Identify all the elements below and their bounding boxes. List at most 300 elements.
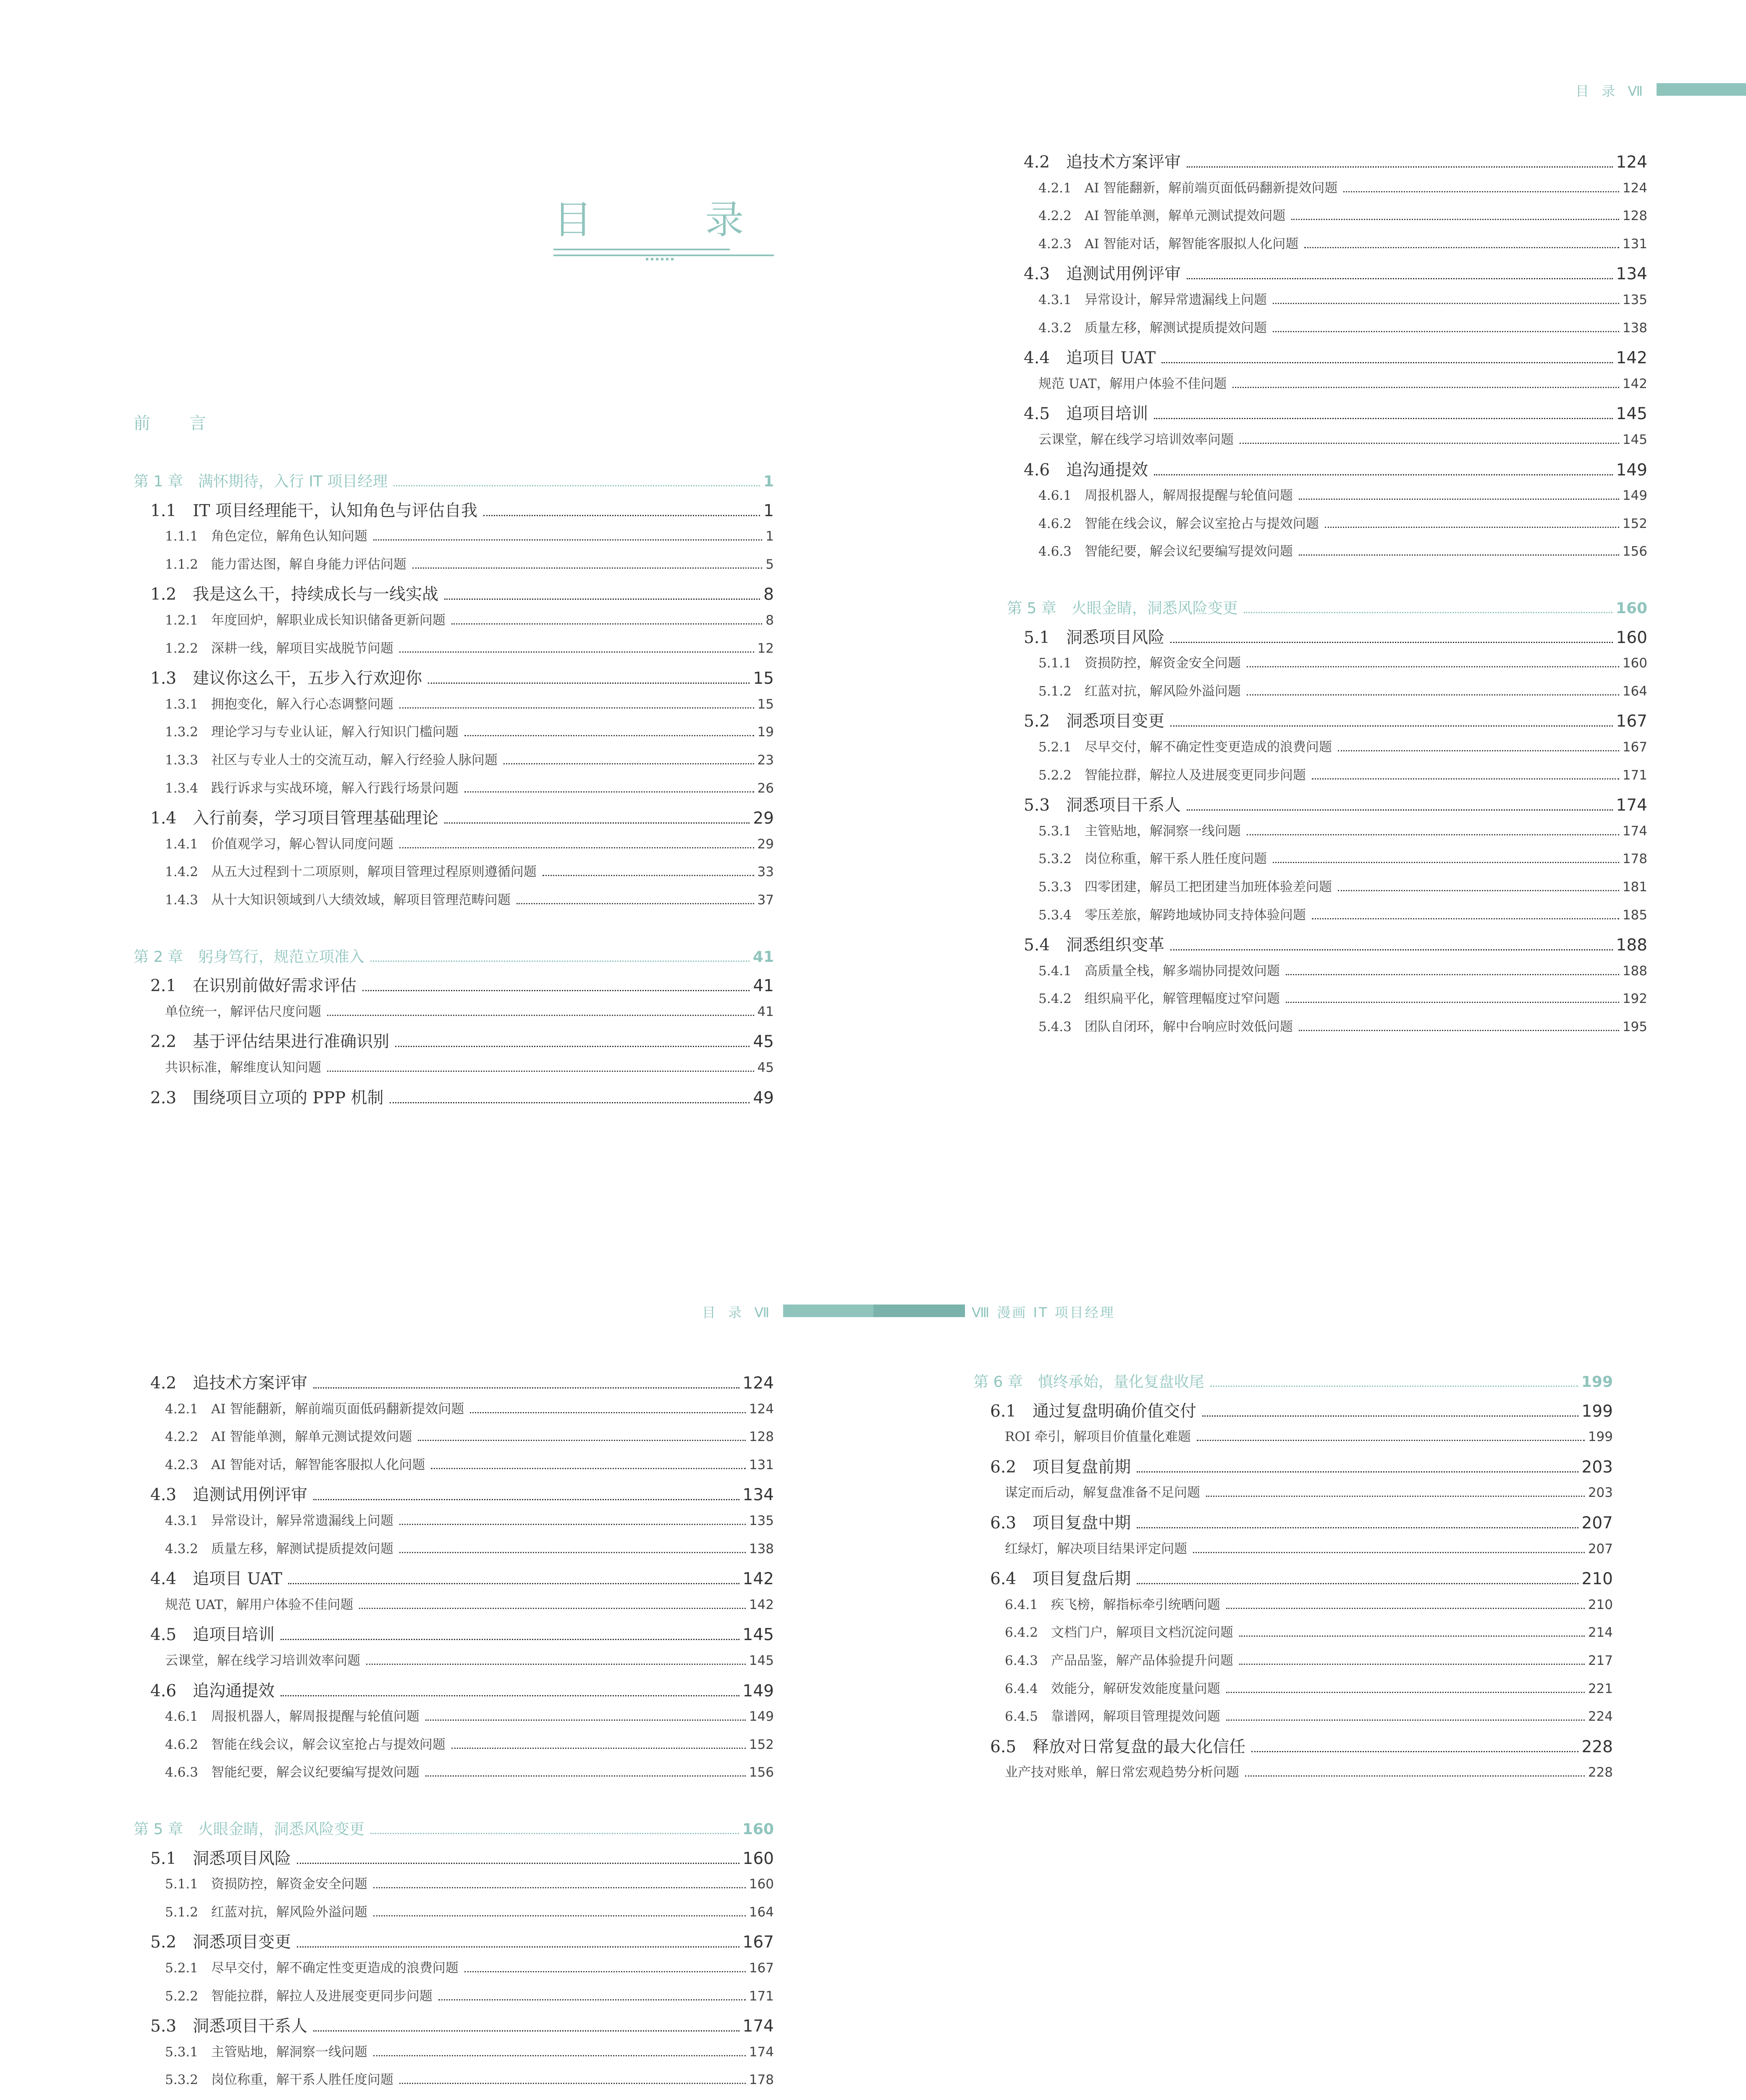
- toc-entry-sec[interactable]: [1024, 792, 1647, 816]
- toc-entry-sub[interactable]: [1038, 764, 1647, 783]
- toc-entry-page: 142: [749, 1597, 774, 1612]
- toc-entry-title: 5.1 洞悉项目风险: [1024, 628, 1165, 647]
- toc-entry-page: 167: [1616, 712, 1647, 731]
- toc-entry-title: 1.2.2 深耕一线，解项目实战脱节问题: [165, 640, 393, 656]
- toc-entry-title: 6.3 项目复盘中期: [990, 1514, 1131, 1533]
- toc-entry-title: 4.2.2 AI 智能单测，解单元测试提效问题: [165, 1429, 412, 1445]
- toc-leader-dots: [1170, 949, 1613, 950]
- toc-entry-page: 171: [1622, 767, 1647, 783]
- toc-leader-dots: [428, 682, 750, 684]
- toc-entry-sub[interactable]: [165, 777, 774, 796]
- toc-entry-page: 214: [1588, 1625, 1613, 1641]
- bottom-header-label-left: 目 录 Ⅶ: [702, 1305, 774, 1320]
- toc-entry-title: 1.1.2 能力雷达图，解自身能力评估问题: [165, 556, 406, 572]
- toc-entry-sec[interactable]: [150, 973, 774, 996]
- toc-leader-dots: [288, 1583, 739, 1584]
- toc-entry-title: 业产技对账单，解日常宏观趋势分析问题: [1005, 1765, 1239, 1780]
- toc-leader-dots: [370, 961, 750, 962]
- toc-entry-sub[interactable]: [1038, 205, 1647, 224]
- toc-entry-page: 142: [1616, 349, 1647, 368]
- title-underline: [553, 249, 730, 250]
- toc-entry-title: 5.3 洞悉项目干系人: [1024, 796, 1181, 815]
- toc-entry-title: 规范 UAT，解用户体验不佳问题: [165, 1597, 354, 1612]
- bottom-header-label-right: Ⅷ 漫画 IT 项目经理: [972, 1305, 1115, 1320]
- toc-entry-page: 156: [749, 1765, 774, 1780]
- toc-entry-page: 167: [1622, 740, 1647, 755]
- toc-entry-note[interactable]: [1005, 1538, 1613, 1557]
- toc-entry-title: 4.3.1 异常设计，解异常遗漏线上问题: [1038, 292, 1267, 307]
- toc-entry-page: 199: [1581, 1402, 1613, 1421]
- toc-entry-title: 5.4.1 高质量全栈，解多端协同提效问题: [1038, 963, 1280, 979]
- toc-leader-dots: [399, 2083, 746, 2084]
- toc-leader-dots: [464, 1971, 746, 1972]
- toc-entry-page: 203: [1581, 1457, 1613, 1477]
- toc-entry-page: 149: [749, 1709, 774, 1725]
- toc-entry-title: 6.4.2 文档门户，解项目文档沉淀问题: [1005, 1625, 1233, 1641]
- toc-entry-page: 156: [1622, 544, 1647, 559]
- toc-entry-title: 1.1 IT 项目经理能干，认知角色与评估自我: [150, 501, 477, 520]
- toc-entry-sec[interactable]: [1024, 401, 1647, 424]
- toc-entry-sub[interactable]: [1005, 1650, 1613, 1669]
- toc-entry-page: 185: [1622, 907, 1647, 923]
- toc-leader-dots: [425, 1719, 746, 1721]
- toc-entry-ch[interactable]: [1007, 596, 1647, 618]
- toc-leader-dots: [313, 1499, 739, 1500]
- toc-entry-title: 5.4.2 组织扁平化，解管理幅度过窄问题: [1038, 991, 1280, 1007]
- toc-entry-sub[interactable]: [165, 721, 774, 740]
- preface-heading: 前 言: [134, 414, 223, 433]
- toc-entry-title: 6.4.5 靠谱网，解项目管理提效问题: [1005, 1709, 1220, 1725]
- toc-entry-title: 4.2.2 AI 智能单测，解单元测试提效问题: [1038, 208, 1286, 224]
- toc-entry-page: 135: [1622, 292, 1647, 307]
- toc-leader-dots: [1154, 418, 1613, 419]
- toc-entry-sub[interactable]: [1038, 1016, 1647, 1035]
- toc-leader-dots: [1299, 1030, 1619, 1031]
- toc-entry-sub[interactable]: [1038, 848, 1647, 867]
- toc-leader-dots: [470, 1412, 745, 1413]
- toc-entry-page: 1: [766, 529, 774, 544]
- toc-entry-page: 178: [749, 2072, 774, 2088]
- toc-entry-sub[interactable]: [1038, 177, 1647, 196]
- toc-entry-page: 41: [753, 976, 774, 996]
- toc-title: 目 录: [553, 197, 794, 242]
- toc-entry-note[interactable]: [1038, 373, 1647, 392]
- toc-leader-dots: [451, 623, 762, 625]
- toc-leader-dots: [1137, 1527, 1578, 1528]
- toc-entry-note[interactable]: [165, 1650, 774, 1669]
- toc-entry-title: 4.6.3 智能纪要，解会议纪要编写提效问题: [165, 1765, 419, 1780]
- toc-entry-sec[interactable]: [990, 1734, 1613, 1757]
- toc-entry-sub[interactable]: [1038, 652, 1647, 671]
- toc-entry-page: 160: [742, 1849, 774, 1868]
- toc-leader-dots: [438, 1999, 746, 2000]
- toc-entry-page: 192: [1622, 991, 1647, 1007]
- toc-entry-title: 第 1 章 满怀期待，入行 IT 项目经理: [134, 473, 388, 490]
- toc-entry-page: 124: [1622, 180, 1647, 196]
- toc-entry-page: 174: [742, 2017, 774, 2036]
- toc-entry-sec[interactable]: [990, 1510, 1613, 1533]
- toc-leader-dots: [327, 1015, 754, 1016]
- toc-entry-title: 5.1.2 红蓝对抗，解风险外溢问题: [165, 1904, 367, 1920]
- toc-entry-sub[interactable]: [1038, 960, 1647, 979]
- toc-entry-page: 5: [766, 556, 774, 572]
- toc-entry-page: 134: [742, 1486, 774, 1505]
- toc-leader-dots: [1299, 499, 1619, 500]
- toc-leader-dots: [395, 1046, 750, 1047]
- toc-entry-title: [165, 2097, 459, 2100]
- toc-leader-dots: [1206, 1496, 1585, 1497]
- toc-entry-sec[interactable]: [150, 581, 774, 605]
- toc-leader-dots: [464, 791, 754, 793]
- toc-entry-page: 138: [1622, 320, 1647, 336]
- toc-entry-title: 4.3 追测试用例评审: [1024, 265, 1181, 284]
- toc-entry-sub[interactable]: [1005, 1678, 1613, 1697]
- toc-entry-sub[interactable]: [165, 2069, 774, 2088]
- toc-entry-sub[interactable]: [165, 1734, 774, 1753]
- toc-entry-page: 128: [749, 1429, 774, 1445]
- toc-entry-page: 217: [1588, 1653, 1613, 1668]
- toc-entry-sec[interactable]: [990, 1398, 1613, 1422]
- toc-entry-sub[interactable]: [1038, 513, 1647, 532]
- toc-entry-title: 2.1 在识别前做好需求评估: [150, 976, 357, 996]
- toc-entry-sub[interactable]: [165, 1706, 774, 1725]
- toc-entry-sub[interactable]: [1038, 876, 1647, 895]
- toc-entry-sub[interactable]: [1038, 485, 1647, 504]
- toc-entry-page: 124: [749, 1401, 774, 1417]
- toc-entry-page: 188: [1622, 963, 1647, 979]
- toc-entry-sub[interactable]: [165, 1538, 774, 1557]
- toc-entry-title: 5.3.1 主管贴地，解洞察一线问题: [1038, 823, 1241, 839]
- toc-entry-title: 5.2.1 尽早交付，解不确定性变更造成的浪费问题: [1038, 740, 1332, 755]
- toc-entry-sec[interactable]: [1024, 932, 1647, 956]
- toc-entry-title: 1.4.3 从十大知识领域到八大绩效域，解项目管理范畴问题: [165, 892, 511, 908]
- toc-leader-dots: [1325, 527, 1619, 528]
- title-dots: [646, 258, 674, 260]
- toc-entry-title: ROI 牵引，解项目价值量化难题: [1005, 1429, 1191, 1445]
- toc-entry-title: 4.2.1 AI 智能翻新，解前端页面低码翻新提效问题: [1038, 180, 1338, 196]
- toc-entry-title: 5.4.3 团队自闭环，解中台响应时效低问题: [1038, 1019, 1293, 1034]
- toc-entry-sub[interactable]: [165, 861, 774, 880]
- toc-entry-page: 26: [757, 780, 774, 796]
- toc-entry-ch[interactable]: [134, 470, 774, 491]
- toc-entry-sub[interactable]: [165, 1985, 774, 2004]
- toc-entry-sec[interactable]: [150, 2013, 774, 2037]
- toc-leader-dots: [313, 2030, 739, 2032]
- toc-leader-dots: [412, 567, 762, 569]
- toc-leader-dots: [373, 2055, 746, 2056]
- toc-leader-dots: [399, 1552, 746, 1553]
- toc-entry-title: 6.4.3 产品品鉴，解产品体验提升问题: [1005, 1653, 1233, 1668]
- toc-entry-title: 红绿灯，解决项目结果评定问题: [1005, 1541, 1187, 1557]
- toc-entry-title: 4.5 追项目培训: [1024, 404, 1148, 424]
- toc-entry-note[interactable]: [1005, 1761, 1613, 1780]
- toc-entry-sub[interactable]: [1038, 736, 1647, 755]
- toc-entry-page: 174: [1622, 823, 1647, 839]
- toc-entry-title: 谋定而后动，解复盘准备不足问题: [1005, 1485, 1200, 1501]
- toc-leader-dots: [418, 1440, 745, 1441]
- toc-entry-sub[interactable]: [165, 1510, 774, 1529]
- toc-entry-ch[interactable]: [134, 1817, 774, 1839]
- toc-entry-note[interactable]: [165, 1057, 774, 1076]
- toc-entry-title: 5.3 洞悉项目干系人: [150, 2017, 308, 2036]
- toc-entry-title: 2.3 围绕项目立项的 PPP 机制: [150, 1088, 384, 1108]
- toc-entry-sec[interactable]: [150, 1029, 774, 1052]
- toc-entry-page: 145: [742, 1625, 774, 1645]
- toc-entry-sec[interactable]: [150, 665, 774, 689]
- toc-entry-page: 29: [757, 836, 774, 852]
- toc-leader-dots: [327, 1071, 754, 1072]
- toc-entry-page: 8: [766, 613, 774, 628]
- toc-entry-page: 142: [742, 1570, 774, 1589]
- toc-leader-dots: [1338, 890, 1619, 891]
- toc-entry-page: 178: [1622, 851, 1647, 867]
- toc-entry-title: 1.4 入行前奏，学习项目管理基础理论: [150, 809, 439, 828]
- toc-entry-sub[interactable]: [1038, 680, 1647, 699]
- toc-entry-sub[interactable]: [165, 1426, 774, 1445]
- toc-entry-sec[interactable]: [150, 1622, 774, 1645]
- toc-entry-sec[interactable]: [150, 1085, 774, 1108]
- toc-leader-dots: [373, 539, 762, 541]
- toc-entry-sub[interactable]: [165, 609, 774, 628]
- toc-entry-sec[interactable]: [1024, 345, 1647, 368]
- toc-leader-dots: [1245, 1775, 1585, 1777]
- toc-entry-page: 181: [1622, 879, 1647, 895]
- toc-entry-sub[interactable]: [1005, 1594, 1613, 1613]
- toc-entry-sec[interactable]: [1024, 457, 1647, 480]
- toc-leader-dots: [1239, 1635, 1585, 1637]
- toc-entry-sec[interactable]: [150, 805, 774, 829]
- toc-entry-sec[interactable]: [150, 1482, 774, 1505]
- toc-leader-dots: [1247, 666, 1619, 667]
- toc-entry-sub[interactable]: [1038, 289, 1647, 308]
- toc-entry-page: 207: [1581, 1514, 1613, 1533]
- toc-entry-title: 5.2 洞悉项目变更: [1024, 712, 1165, 731]
- toc-entry-page: 37: [757, 892, 774, 908]
- toc-leader-dots: [1291, 219, 1619, 220]
- toc-leader-dots: [313, 1387, 739, 1389]
- toc-entry-sub[interactable]: [165, 693, 774, 712]
- toc-entry-title: 5.1.1 资损防控，解资金安全问题: [165, 1877, 367, 1892]
- toc-entry-title: 1.3.2 理论学习与专业认证，解入行知识门槛问题: [165, 724, 459, 740]
- toc-entry-title: 共识标准，解维度认知问题: [165, 1060, 321, 1075]
- toc-entry-title: 5.4 洞悉组织变革: [1024, 936, 1165, 955]
- toc-entry-page: 124: [742, 1374, 774, 1393]
- toc-entry-title: 第 2 章 躬身笃行，规范立项准入: [134, 948, 364, 966]
- toc-entry-title: 5.3.4 零压差旅，解跨地域协同支持体验问题: [1038, 907, 1306, 923]
- toc-entry-sub[interactable]: [165, 889, 774, 908]
- toc-entry-sec[interactable]: [1024, 261, 1647, 284]
- toc-entry-title: 1.4.2 从五大过程到十二项原则，解项目管理过程原则遵循问题: [165, 864, 537, 880]
- toc-entry-ch[interactable]: [973, 1370, 1613, 1391]
- toc-entry-sub[interactable]: [1038, 988, 1647, 1007]
- toc-leader-dots: [451, 1748, 746, 1749]
- toc-entry-title: 4.6 追沟通提效: [1024, 460, 1148, 480]
- title-underline-secondary: [553, 255, 774, 256]
- toc-leader-dots: [1202, 1415, 1578, 1417]
- toc-leader-dots: [1161, 362, 1612, 363]
- toc-entry-sub[interactable]: [165, 1901, 774, 1920]
- toc-entry-page: 160: [1615, 600, 1647, 617]
- toc-entry-page: 145: [749, 1653, 774, 1668]
- toc-leader-dots: [1187, 809, 1613, 811]
- toc-entry-page: 174: [1616, 796, 1647, 815]
- toc-leader-dots: [366, 1664, 746, 1665]
- toc-entry-sub[interactable]: [1038, 317, 1647, 336]
- toc-leader-dots: [444, 822, 750, 824]
- toc-entry-page: 221: [1588, 1681, 1613, 1696]
- toc-entry-sub[interactable]: [165, 1873, 774, 1892]
- toc-entry-title: 第 6 章 慎终承始，量化复盘收尾: [973, 1373, 1204, 1391]
- toc-entry-page: 167: [749, 1961, 774, 1976]
- toc-leader-dots: [516, 903, 754, 904]
- toc-entry-title: 5.2.1 尽早交付，解不确定性变更造成的浪费问题: [165, 1961, 459, 1976]
- toc-leader-dots: [393, 485, 760, 486]
- toc-leader-dots: [399, 707, 754, 709]
- top-header-label: 目 录 Ⅶ: [1576, 83, 1647, 99]
- toc-leader-dots: [1239, 1664, 1585, 1665]
- toc-entry-sub[interactable]: [165, 1398, 774, 1417]
- toc-entry-sec[interactable]: [1024, 708, 1647, 732]
- toc-entry-page: 15: [757, 696, 774, 712]
- toc-leader-dots: [399, 651, 754, 653]
- toc-leader-dots: [1273, 303, 1619, 304]
- toc-entry-page: 135: [749, 1513, 774, 1528]
- toc-entry-page: 195: [1622, 1019, 1647, 1034]
- toc-entry-note[interactable]: [165, 1001, 774, 1020]
- toc-entry-title: 4.2 追技术方案评审: [150, 1374, 308, 1393]
- bottom-header-bar-right: [873, 1305, 965, 1317]
- toc-entry-sec[interactable]: [150, 498, 774, 521]
- toc-entry-note[interactable]: [1038, 429, 1647, 448]
- toc-entry-page: 203: [1588, 1485, 1613, 1501]
- toc-entry-sec[interactable]: [150, 1845, 774, 1869]
- toc-entry-sub[interactable]: [165, 1761, 774, 1780]
- toc-leader-dots: [1154, 474, 1613, 475]
- toc-entry-sub[interactable]: [165, 554, 774, 572]
- toc-entry-page: 164: [1622, 683, 1647, 699]
- toc-entry-page: 49: [753, 1088, 774, 1108]
- toc-leader-dots: [1226, 1608, 1585, 1609]
- toc-entry-sub[interactable]: [165, 833, 774, 852]
- toc-leader-dots: [1197, 1440, 1585, 1441]
- toc-entry-sub[interactable]: [165, 1454, 774, 1473]
- toc-leader-dots: [1312, 778, 1619, 780]
- toc-entry-title: 5.3.2 岗位称重，解干系人胜任度问题: [165, 2072, 393, 2088]
- toc-leader-dots: [1170, 725, 1613, 727]
- toc-leader-dots: [1273, 862, 1619, 863]
- toc-entry-page: 1: [763, 473, 774, 490]
- toc-entry-note[interactable]: [165, 1594, 774, 1613]
- toc-leader-dots: [370, 1833, 739, 1834]
- toc-entry-title: 4.4 追项目 UAT: [1024, 349, 1156, 368]
- toc-entry-sub[interactable]: [1038, 233, 1647, 252]
- toc-leader-dots: [1244, 612, 1612, 613]
- toc-entry-page: 138: [749, 1541, 774, 1557]
- toc-entry-title: 4.6 追沟通提效: [150, 1681, 275, 1701]
- toc-entry-sub[interactable]: [165, 2041, 774, 2060]
- toc-entry-title: 1.1.1 角色定位，解角色认知问题: [165, 529, 367, 544]
- toc-entry-sub[interactable]: [1005, 1706, 1613, 1725]
- toc-entry-page: 160: [749, 1877, 774, 1892]
- toc-leader-dots: [444, 598, 760, 600]
- toc-entry-title: 6.5 释放对日常复盘的最大化信任: [990, 1737, 1246, 1756]
- toc-entry-sec[interactable]: [990, 1454, 1613, 1478]
- toc-entry-page: 128: [1622, 208, 1647, 224]
- toc-entry-title: 4.4 追项目 UAT: [150, 1570, 283, 1589]
- toc-entry-sub[interactable]: [1038, 541, 1647, 559]
- toc-entry-sec[interactable]: [150, 1678, 774, 1701]
- toc-leader-dots: [464, 735, 754, 736]
- toc-entry-title: 云课堂，解在线学习培训效率问题: [1038, 432, 1234, 447]
- toc-entry-title: 1.2 我是这么干，持续成长与一线实战: [150, 585, 439, 604]
- toc-entry-page: 149: [742, 1681, 774, 1701]
- toc-entry-sec[interactable]: [150, 1370, 774, 1394]
- toc-entry-sub[interactable]: [165, 749, 774, 768]
- toc-entry-page: 210: [1588, 1597, 1613, 1612]
- toc-entry-sub[interactable]: [1038, 904, 1647, 923]
- toc-entry-page: 210: [1581, 1570, 1613, 1589]
- toc-leader-dots: [1226, 1719, 1585, 1721]
- toc-entry-sub[interactable]: [165, 2097, 774, 2100]
- toc-leader-dots: [1187, 166, 1613, 168]
- toc-leader-dots: [503, 763, 754, 764]
- toc-leader-dots: [543, 875, 754, 876]
- toc-entry-note[interactable]: [1005, 1426, 1613, 1445]
- toc-entry-sub[interactable]: [165, 1957, 774, 1976]
- toc-leader-dots: [1210, 1386, 1578, 1387]
- toc-entry-title: 4.6.2 智能在线会议，解会议室抢占与提效问题: [1038, 516, 1319, 531]
- toc-entry-note[interactable]: [1005, 1482, 1613, 1501]
- toc-leader-dots: [281, 1639, 739, 1640]
- toc-entry-page: 228: [1588, 1765, 1613, 1780]
- toc-entry-page: 1: [763, 501, 774, 520]
- toc-leader-dots: [297, 1946, 739, 1948]
- toc-entry-page: 224: [1588, 1709, 1613, 1725]
- toc-entry-sec[interactable]: [150, 1566, 774, 1589]
- toc-entry-title: 4.2.3 AI 智能对话，解智能客服拟人化问题: [1038, 236, 1299, 252]
- toc-entry-page: 131: [749, 1457, 774, 1473]
- toc-entry-page: 45: [757, 1060, 774, 1075]
- toc-entry-title: 6.4.4 效能分，解研发效能度量问题: [1005, 1681, 1220, 1696]
- toc-entry-sec[interactable]: [150, 1929, 774, 1953]
- toc-leader-dots: [373, 1887, 746, 1888]
- toc-entry-sec[interactable]: [1024, 149, 1647, 173]
- toc-entry-title: 4.3.2 质量左移，解测试提质提效问题: [165, 1541, 393, 1557]
- toc-entry-page: 145: [1616, 404, 1647, 424]
- toc-entry-page: 19: [757, 724, 774, 740]
- toc-entry-page: 23: [757, 753, 774, 768]
- toc-entry-page: 167: [742, 1933, 774, 1952]
- toc-entry-sub[interactable]: [1005, 1622, 1613, 1641]
- toc-entry-ch[interactable]: [134, 945, 774, 966]
- toc-entry-page: 152: [749, 1737, 774, 1752]
- toc-entry-sec[interactable]: [990, 1566, 1613, 1589]
- toc-entry-title: 5.1 洞悉项目风险: [150, 1849, 291, 1868]
- toc-entry-title: 1.3.3 社区与专业人士的交流互动，解入行经验人脉问题: [165, 753, 498, 768]
- toc-entry-sub[interactable]: [165, 638, 774, 656]
- toc-entry-page: 228: [1581, 1737, 1613, 1756]
- toc-entry-sub[interactable]: [1038, 820, 1647, 839]
- toc-entry-page: 160: [742, 1821, 774, 1838]
- toc-entry-sec[interactable]: [1024, 625, 1647, 648]
- top-header-bar: [1657, 83, 1746, 96]
- toc-leader-dots: [431, 1468, 745, 1469]
- toc-entry-page: 15: [753, 669, 774, 688]
- toc-leader-dots: [1137, 1471, 1578, 1473]
- toc-entry-title: 5.3.1 主管贴地，解洞察一线问题: [165, 2044, 367, 2060]
- toc-entry-sub[interactable]: [165, 525, 774, 544]
- toc-entry-title: 1.3.1 拥抱变化，解入行心态调整问题: [165, 696, 393, 712]
